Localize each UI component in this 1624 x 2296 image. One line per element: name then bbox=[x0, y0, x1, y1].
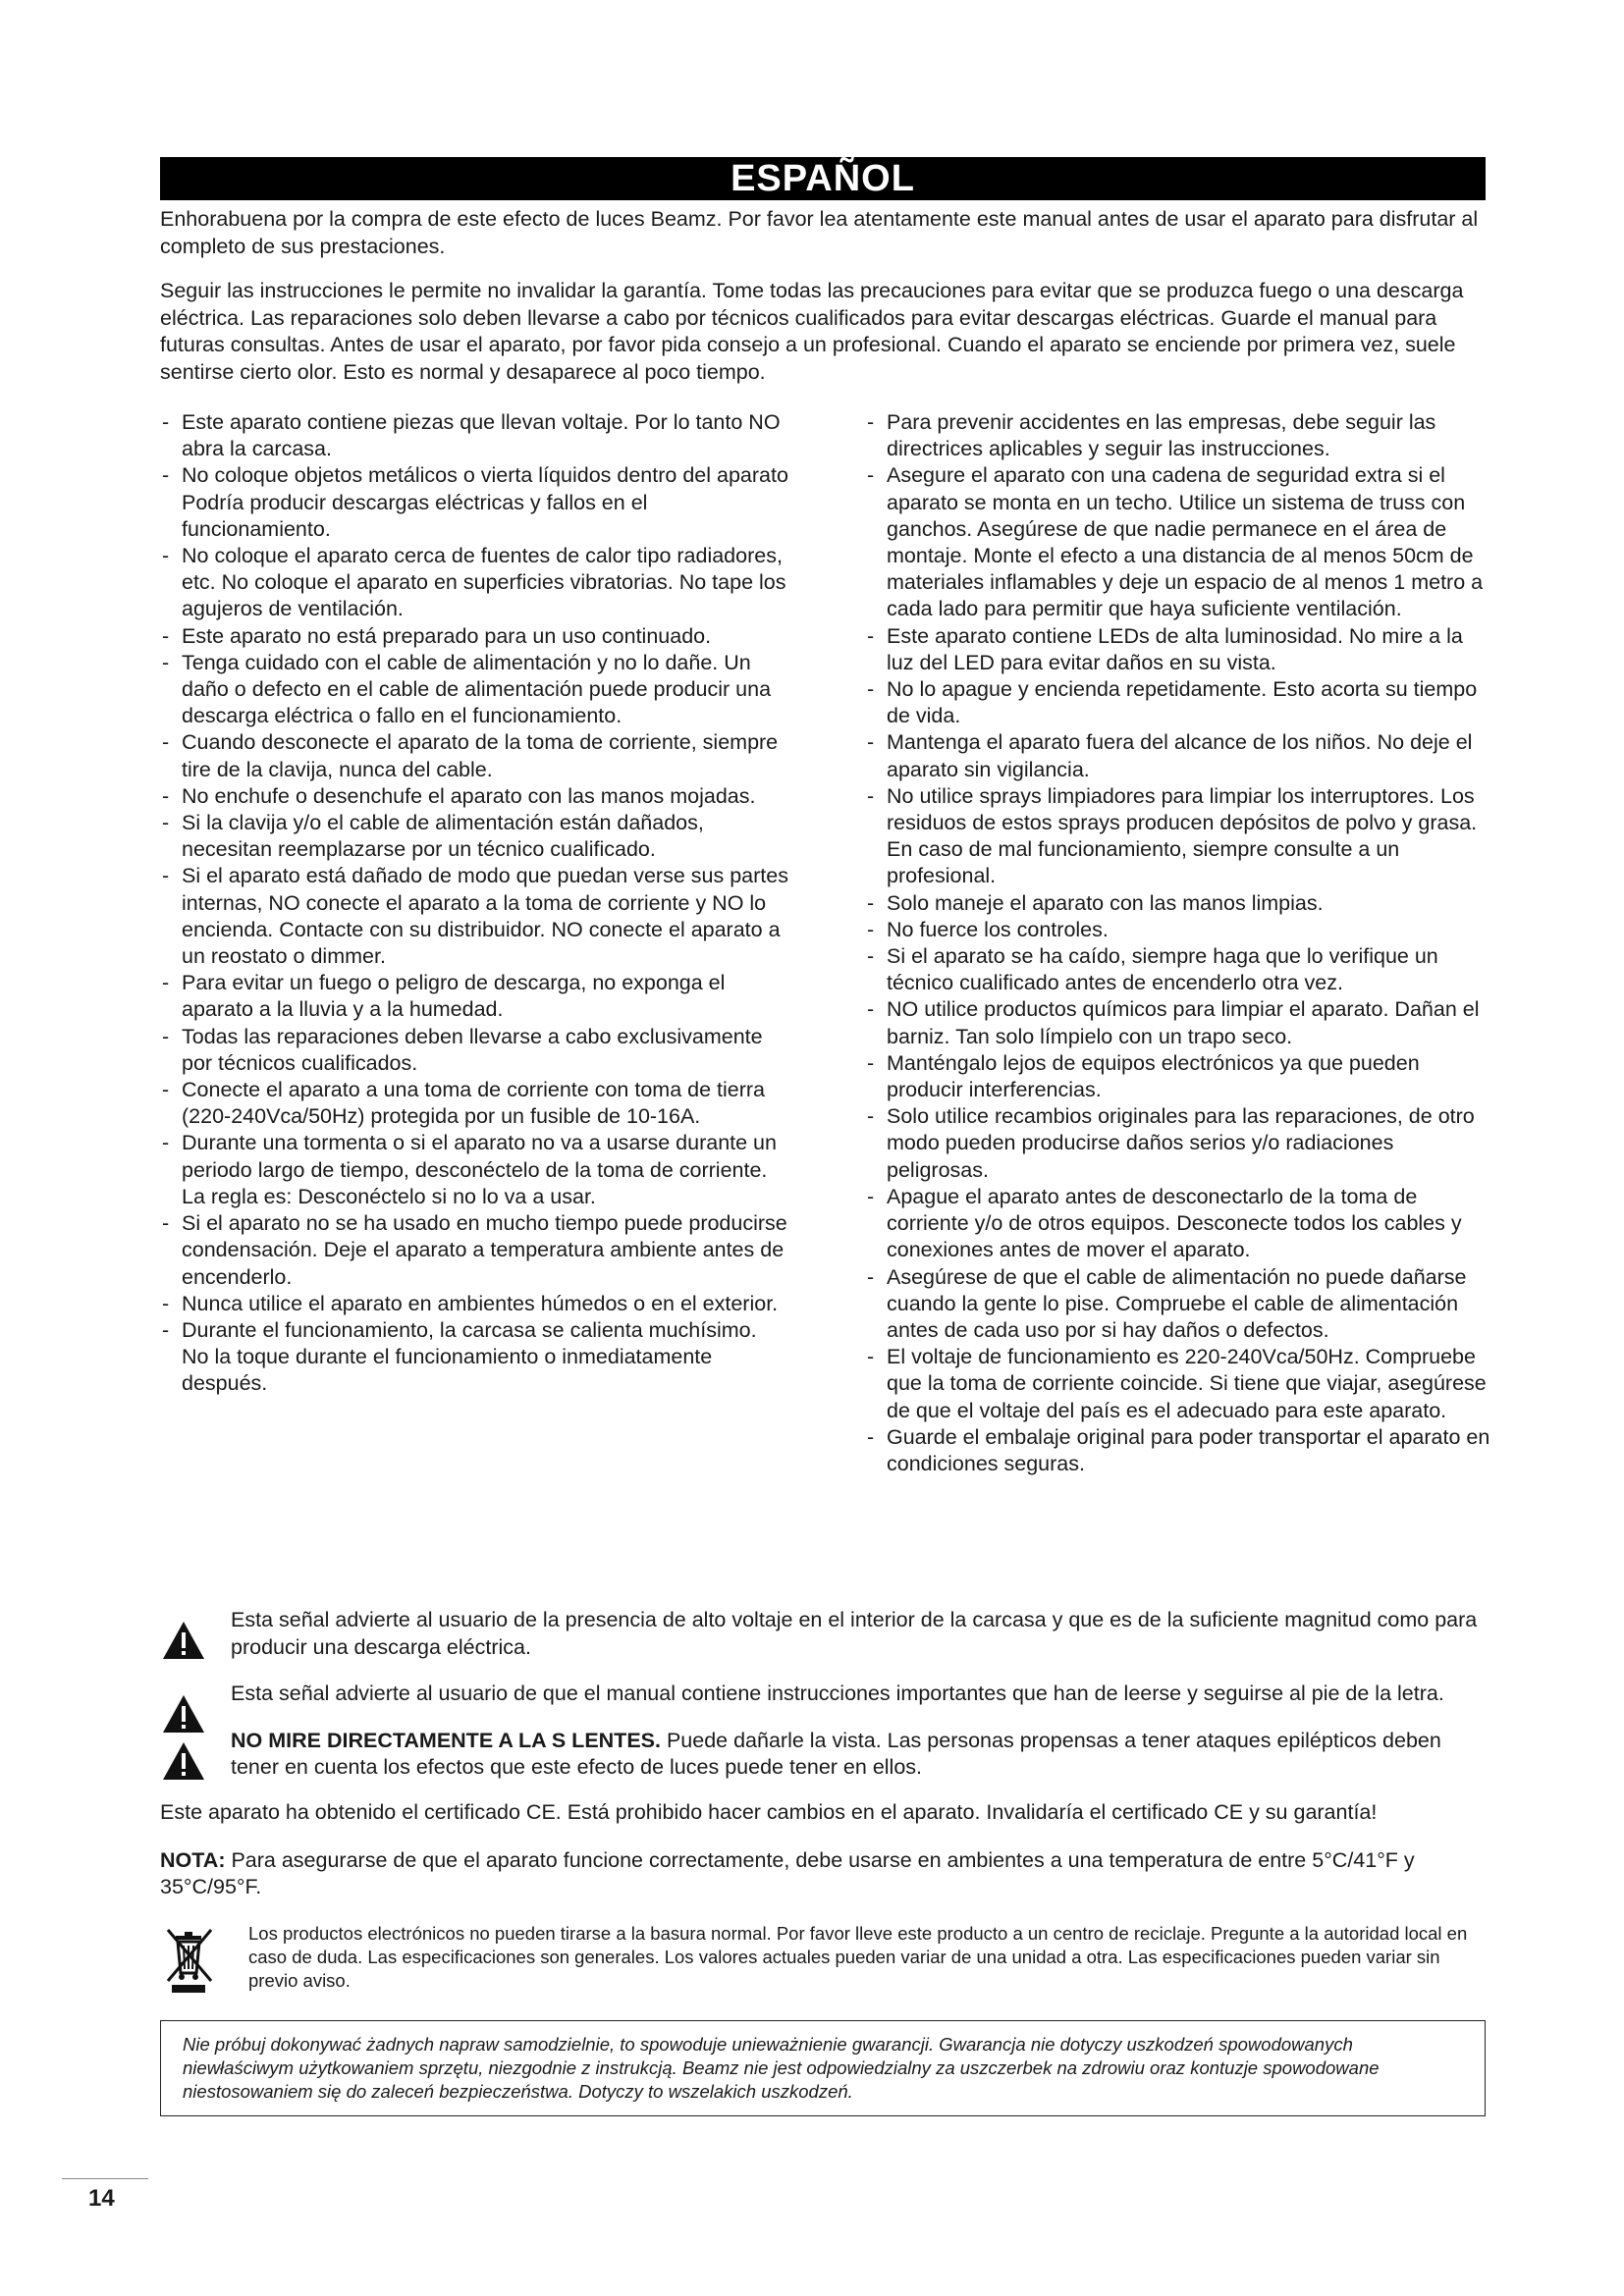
recycling-notice bbox=[160, 1922, 1486, 1993]
list-item: - No coloque el aparato cerca de fuentes de calor tipo radiadores, etc. No coloque el aparato en superficies vibratorias. No tape los agujeros de ventilación. bbox=[160, 543, 788, 623]
list-item: - No fuerce los controles. bbox=[865, 917, 1493, 943]
list-item: - Tenga cuidado con el cable de alimentación y no lo dañe. Un daño o defecto en el cable de alimentación puede producir una descarga eléctrica o fallo en el funcionamiento. bbox=[160, 650, 788, 730]
list-item: - Apague el aparato antes de desconectarlo de la toma de corriente y/o de otros equipos. Desconecte todos los cables y conexiones antes de mover el aparato. bbox=[865, 1184, 1493, 1264]
left-instruction-list bbox=[160, 409, 788, 1398]
list-item: - No utilice sprays limpiadores para limpiar los interruptores. Los residuos de estos sprays producen depósitos de polvo y grasa. En caso de mal funcionamiento, siempre consulte a un profesional. bbox=[865, 783, 1493, 890]
list-item: - Solo maneje el aparato con las manos limpias. bbox=[865, 890, 1493, 917]
right-instruction-list bbox=[865, 409, 1493, 1477]
list-item: - Si el aparato no se ha usado en mucho tiempo puede producirse condensación. Deje el aparato a temperatura ambiente antes de encenderlo. bbox=[160, 1210, 788, 1291]
list-item: - No lo apague y encienda repetidamente. Esto acorta su tiempo de vida. bbox=[865, 676, 1493, 729]
list-item: - Durante una tormenta o si el aparato no va a usarse durante un periodo largo de tiempo, desconéctelo de la toma de corriente. La regla es: Desconéctelo si no lo va a usar. bbox=[160, 1130, 788, 1210]
warning-notices bbox=[160, 1607, 1486, 1782]
list-item: - Asegúrese de que el cable de alimentación no puede dañarse cuando la gente lo pise. Compruebe el cable de alimentación antes de cada uso por si hay daños o defectos. bbox=[865, 1264, 1493, 1345]
right-column bbox=[865, 409, 1493, 1477]
page-content bbox=[160, 157, 1490, 2116]
note-text: Para asegurarse de que el aparato funcione correctamente, debe usarse en ambientes a una temperatura de entre 5°C/41°F y 35°C/95°F. bbox=[160, 1847, 1415, 1898]
recycling-text: Los productos electrónicos no pueden tirarse a la basura normal. Por favor lleve este producto a un centro de reciclaje. Pregunte a la autoridad local en caso de duda. Las especificaciones son generales. Los valores actuales pueden variar de una unidad a otra. Las especificaciones pueden variar sin previo aviso. bbox=[248, 1923, 1468, 1991]
crossed-bin-icon bbox=[162, 1926, 217, 1995]
footer-rule bbox=[62, 2178, 148, 2179]
list-item: - Manténgalo lejos de equipos electrónicos ya que pueden producir interferencias. bbox=[865, 1050, 1493, 1103]
list-item: - Para prevenir accidentes en las empresas, debe seguir las directrices aplicables y seguir las instrucciones. bbox=[865, 409, 1493, 462]
safety-instructions bbox=[160, 409, 1490, 1595]
warning-bold-text: NO MIRE DIRECTAMENTE A LA S LENTES. bbox=[231, 1728, 661, 1752]
list-item: - NO utilice productos químicos para limpiar el aparato. Dañan el barniz. Tan solo límpielo con un trapo seco. bbox=[865, 996, 1493, 1049]
list-item: - Si el aparato está dañado de modo que puedan verse sus partes internas, NO conecte el aparato a la toma de corriente y NO lo encienda. Contacte con su distribuidor. NO conecte el aparato a un reostato o dimmer. bbox=[160, 863, 788, 970]
intro bbox=[160, 206, 1486, 386]
warning-text: Esta señal advierte al usuario de la presencia de alto voltaje en el interior de la carcasa y que es de la suficiente magnitud como para producir una descarga eléctrica. bbox=[231, 1608, 1478, 1659]
list-item: - Este aparato contiene piezas que llevan voltaje. Por lo tanto NO abra la carcasa. bbox=[160, 409, 788, 462]
warning-triangle-icon bbox=[162, 1621, 205, 1660]
page-number: 14 bbox=[88, 2185, 115, 2212]
warning-high-voltage bbox=[160, 1607, 1486, 1661]
list-item: - Nunca utilice el aparato en ambientes húmedos o en el exterior. bbox=[160, 1291, 788, 1317]
section-title-banner: ESPAÑOL bbox=[160, 157, 1486, 200]
list-item: - El voltaje de funcionamiento es 220-240Vca/50Hz. Compruebe que la toma de corriente coincide. Si tiene que viajar, asegúrese de que el voltaje del país es el adecuado para este aparato. bbox=[865, 1344, 1493, 1424]
warning-text: Esta señal advierte al usuario de que el manual contiene instrucciones importantes que han de leerse y seguirse al pie de la letra. bbox=[231, 1682, 1444, 1705]
intro-paragraph-2: Seguir las instrucciones le permite no invalidar la garantía. Tome todas las precauciones para evitar que se produzca fuego o una descarga eléctrica. Las reparaciones solo deben llevarse a cabo por técnicos cualificados para evitar descargas eléctricas. Guarde el manual para futuras consultas. Antes de usar el aparato, por favor pida consejo a un profesional. Cuando el aparato se enciende por primera vez, suele sentirse cierto olor. Esto es normal y desaparece al poco tiempo. bbox=[160, 279, 1464, 384]
list-item: - Si el aparato se ha caído, siempre haga que lo verifique un técnico cualificado antes de encenderlo otra vez. bbox=[865, 943, 1493, 996]
left-column bbox=[160, 409, 788, 1398]
list-item: - Solo utilice recambios originales para las reparaciones, de otro modo pueden producirse daños serios y/o radiaciones peligrosas. bbox=[865, 1103, 1493, 1184]
warning-text: Puede dañarle la vista. Las personas propensas a tener ataques epilépticos deben tener en cuenta los efectos que este efecto de luces puede tener en ellos. bbox=[231, 1728, 1441, 1779]
list-item: - No coloque objetos metálicos o vierta líquidos dentro del aparato Podría producir descargas eléctricas y fallos en el funcionamiento. bbox=[160, 462, 788, 543]
list-item: - Conecte el aparato a una toma de corriente con toma de tierra (220-240Vca/50Hz) protegida por un fusible de 10-16A. bbox=[160, 1077, 788, 1130]
list-item: - Asegure el aparato con una cadena de seguridad extra si el aparato se monta en un techo. Utilice un sistema de truss con ganchos. Asegúrese de que nadie permanece en el área de montaje. Monte el efecto a una distancia de al menos 50cm de materiales inflamables y deje un espacio de al menos 1 metro a cada lado para permitir que haya suficiente ventilación. bbox=[865, 462, 1493, 622]
ce-certificate-text: Este aparato ha obtenido el certificado CE. Está prohibido hacer cambios en el aparato. Invalidaría el certificado CE y su garantía! bbox=[160, 1799, 1378, 1824]
list-item: - Mantenga el aparato fuera del alcance de los niños. No deje el aparato sin vigilancia. bbox=[865, 729, 1493, 782]
list-item: - Guarde el embalaje original para poder transportar el aparato en condiciones seguras. bbox=[865, 1424, 1493, 1477]
list-item: - Cuando desconecte el aparato de la toma de corriente, siempre tire de la clavija, nunca del cable. bbox=[160, 729, 788, 782]
list-item: - Durante el funcionamiento, la carcasa se calienta muchísimo. No la toque durante el funcionamiento o inmediatamente después. bbox=[160, 1317, 788, 1398]
list-item: - Todas las reparaciones deben llevarse a cabo exclusivamente por técnicos cualificados. bbox=[160, 1024, 788, 1077]
list-item: - Este aparato no está preparado para un uso continuado. bbox=[160, 623, 788, 650]
warning-read-manual bbox=[160, 1681, 1486, 1708]
temperature-note bbox=[160, 1847, 1486, 1901]
intro-paragraph-1: Enhorabuena por la compra de este efecto de luces Beamz. Por favor lea atentamente este manual antes de usar el aparato para disfrutar al completo de sus prestaciones. bbox=[160, 207, 1479, 258]
warning-triangle-icon bbox=[162, 1741, 205, 1781]
list-item: - No enchufe o desenchufe el aparato con las manos mojadas. bbox=[160, 783, 788, 810]
note-label: NOTA: bbox=[160, 1847, 226, 1872]
list-item: - Este aparato contiene LEDs de alta luminosidad. No mire a la luz del LED para evitar daños en su vista. bbox=[865, 623, 1493, 676]
list-item: - Si la clavija y/o el cable de alimentación están dañados, necesitan reemplazarse por un técnico cualificado. bbox=[160, 810, 788, 863]
list-item: - Para evitar un fuego o peligro de descarga, no exponga el aparato a la lluvia y a la humedad. bbox=[160, 970, 788, 1023]
polish-warranty-note: Nie próbuj dokonywać żadnych napraw samodzielnie, to spowoduje unieważnienie gwarancji. Gwarancja nie dotyczy uszkodzeń spowodowanych niewłaściwym użytkowaniem sprzętu, niezgodnie z instrukcją. Beamz nie jest odpowiedzialny za uszczerbek na zdrowiu oraz kontuzje spowodowane niestosowaniem się do zaleceń bezpieczeństwa. Dotyczy to wszelakich uszkodzeń. bbox=[160, 2020, 1486, 2116]
warning-lenses bbox=[160, 1728, 1486, 1782]
